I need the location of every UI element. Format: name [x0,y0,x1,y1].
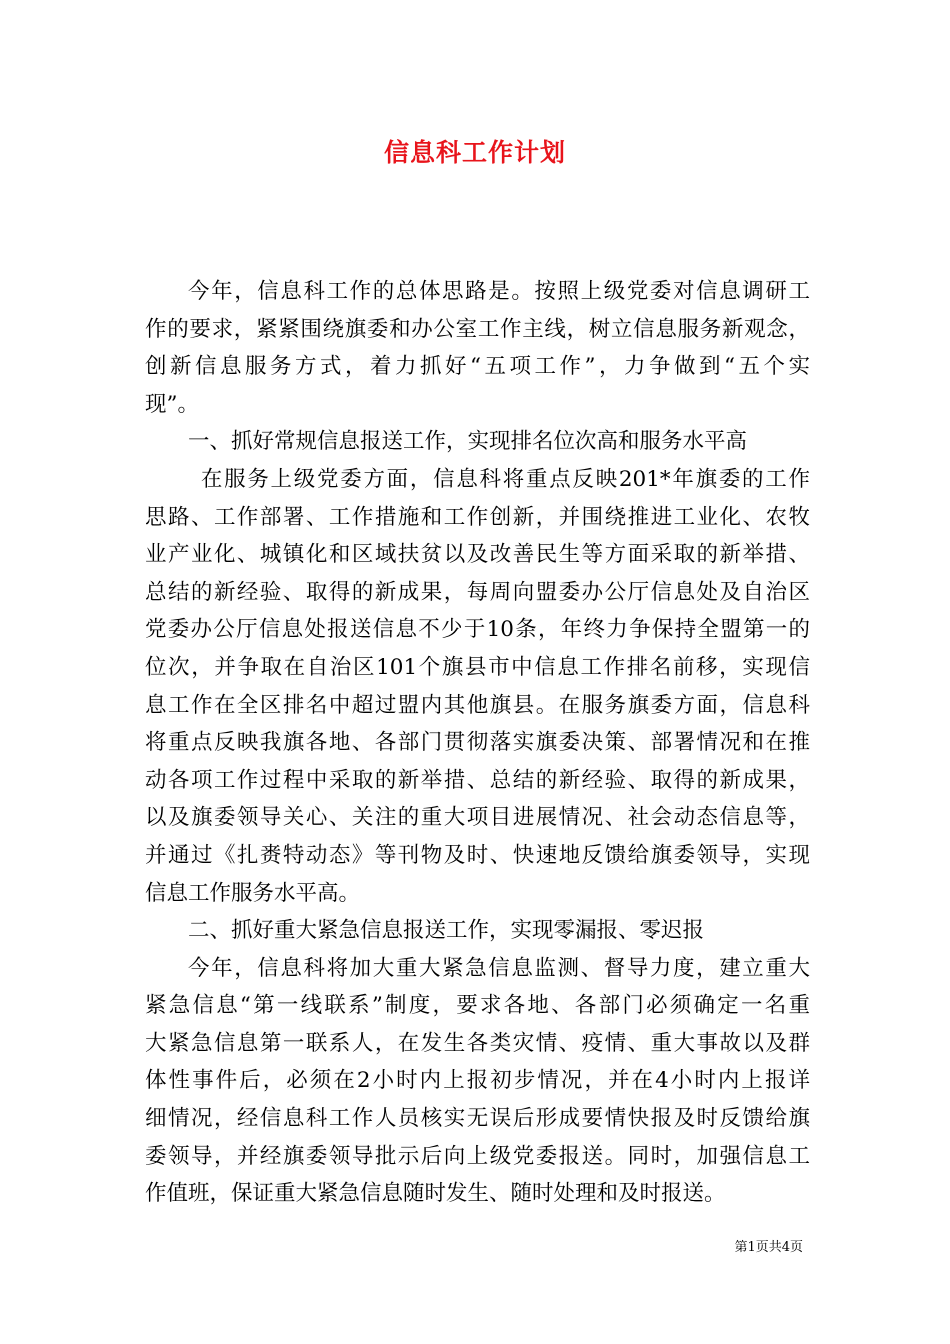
text-line: 息工作在全区排名中超过盟内其他旗县。在服务旗委方面，信息科 [145,692,810,718]
text-line: 作值班，保证重大紧急信息随时发生、随时处理和及时报送。 [145,1181,726,1207]
text-line: 在服务上级党委方面，信息科将重点反映201*年旗委的工作 [200,466,810,492]
text-line: 思路、工作部署、工作措施和工作创新，并围绕推进工业化、农牧 [145,504,810,530]
text-line: 以及旗委领导关心、关注的重大项目进展情况、社会动态信息等， [145,805,810,831]
text-line: 动各项工作过程中采取的新举措、总结的新经验、取得的新成果， [145,767,810,793]
text-line: 将重点反映我旗各地、各部门贯彻落实旗委决策、部署情况和在推 [145,730,810,756]
text-line: 业产业化、城镇化和区域扶贫以及改善民生等方面采取的新举措、 [145,542,810,568]
text-line: 现”。 [145,391,199,417]
text-line: 作的要求，紧紧围绕旗委和办公室工作主线，树立信息服务新观念， [145,316,810,342]
text-line: 并通过《扎赉特动态》等刊物及时、快速地反馈给旗委领导，实现 [145,842,810,868]
text-line: 细情况，经信息科工作人员核实无误后形成要情快报及时反馈给旗 [145,1106,810,1132]
page-footer: 第1页共4页 [734,1240,803,1255]
text-line: 信息工作服务水平高。 [145,880,361,906]
text-line: 二、抓好重大紧急信息报送工作，实现零漏报、零迟报 [188,918,705,944]
text-line: 位次，并争取在自治区101个旗县市中信息工作排名前移，实现信 [145,654,810,680]
text-line: 今年，信息科将加大重大紧急信息监测、督导力度，建立重大 [188,955,810,981]
text-line: 党委办公厅信息处报送信息不少于10条，年终力争保持全盟第一的 [145,617,810,643]
text-line: 体性事件后，必须在2小时内上报初步情况，并在4小时内上报详 [145,1068,810,1094]
text-line: 委领导，并经旗委领导批示后向上级党委报送。同时，加强信息工 [145,1143,810,1169]
text-line: 大紧急信息第一联系人，在发生各类灾情、疫情、重大事故以及群 [145,1030,810,1056]
text-line: 今年，信息科工作的总体思路是。按照上级党委对信息调研工 [188,279,810,304]
text-line: 紧急信息“第一线联系”制度，要求各地、各部门必须确定一名重 [145,993,810,1019]
document-title: 信息科工作计划 [383,138,566,167]
text-line: 总结的新经验、取得的新成果，每周向盟委办公厅信息处及自治区 [145,579,810,605]
text-line: 创新信息服务方式，着力抓好“五项工作”，力争做到“五个实 [145,354,810,380]
text-line: 一、抓好常规信息报送工作，实现排名位次高和服务水平高 [188,429,748,455]
document-body [145,273,810,1213]
